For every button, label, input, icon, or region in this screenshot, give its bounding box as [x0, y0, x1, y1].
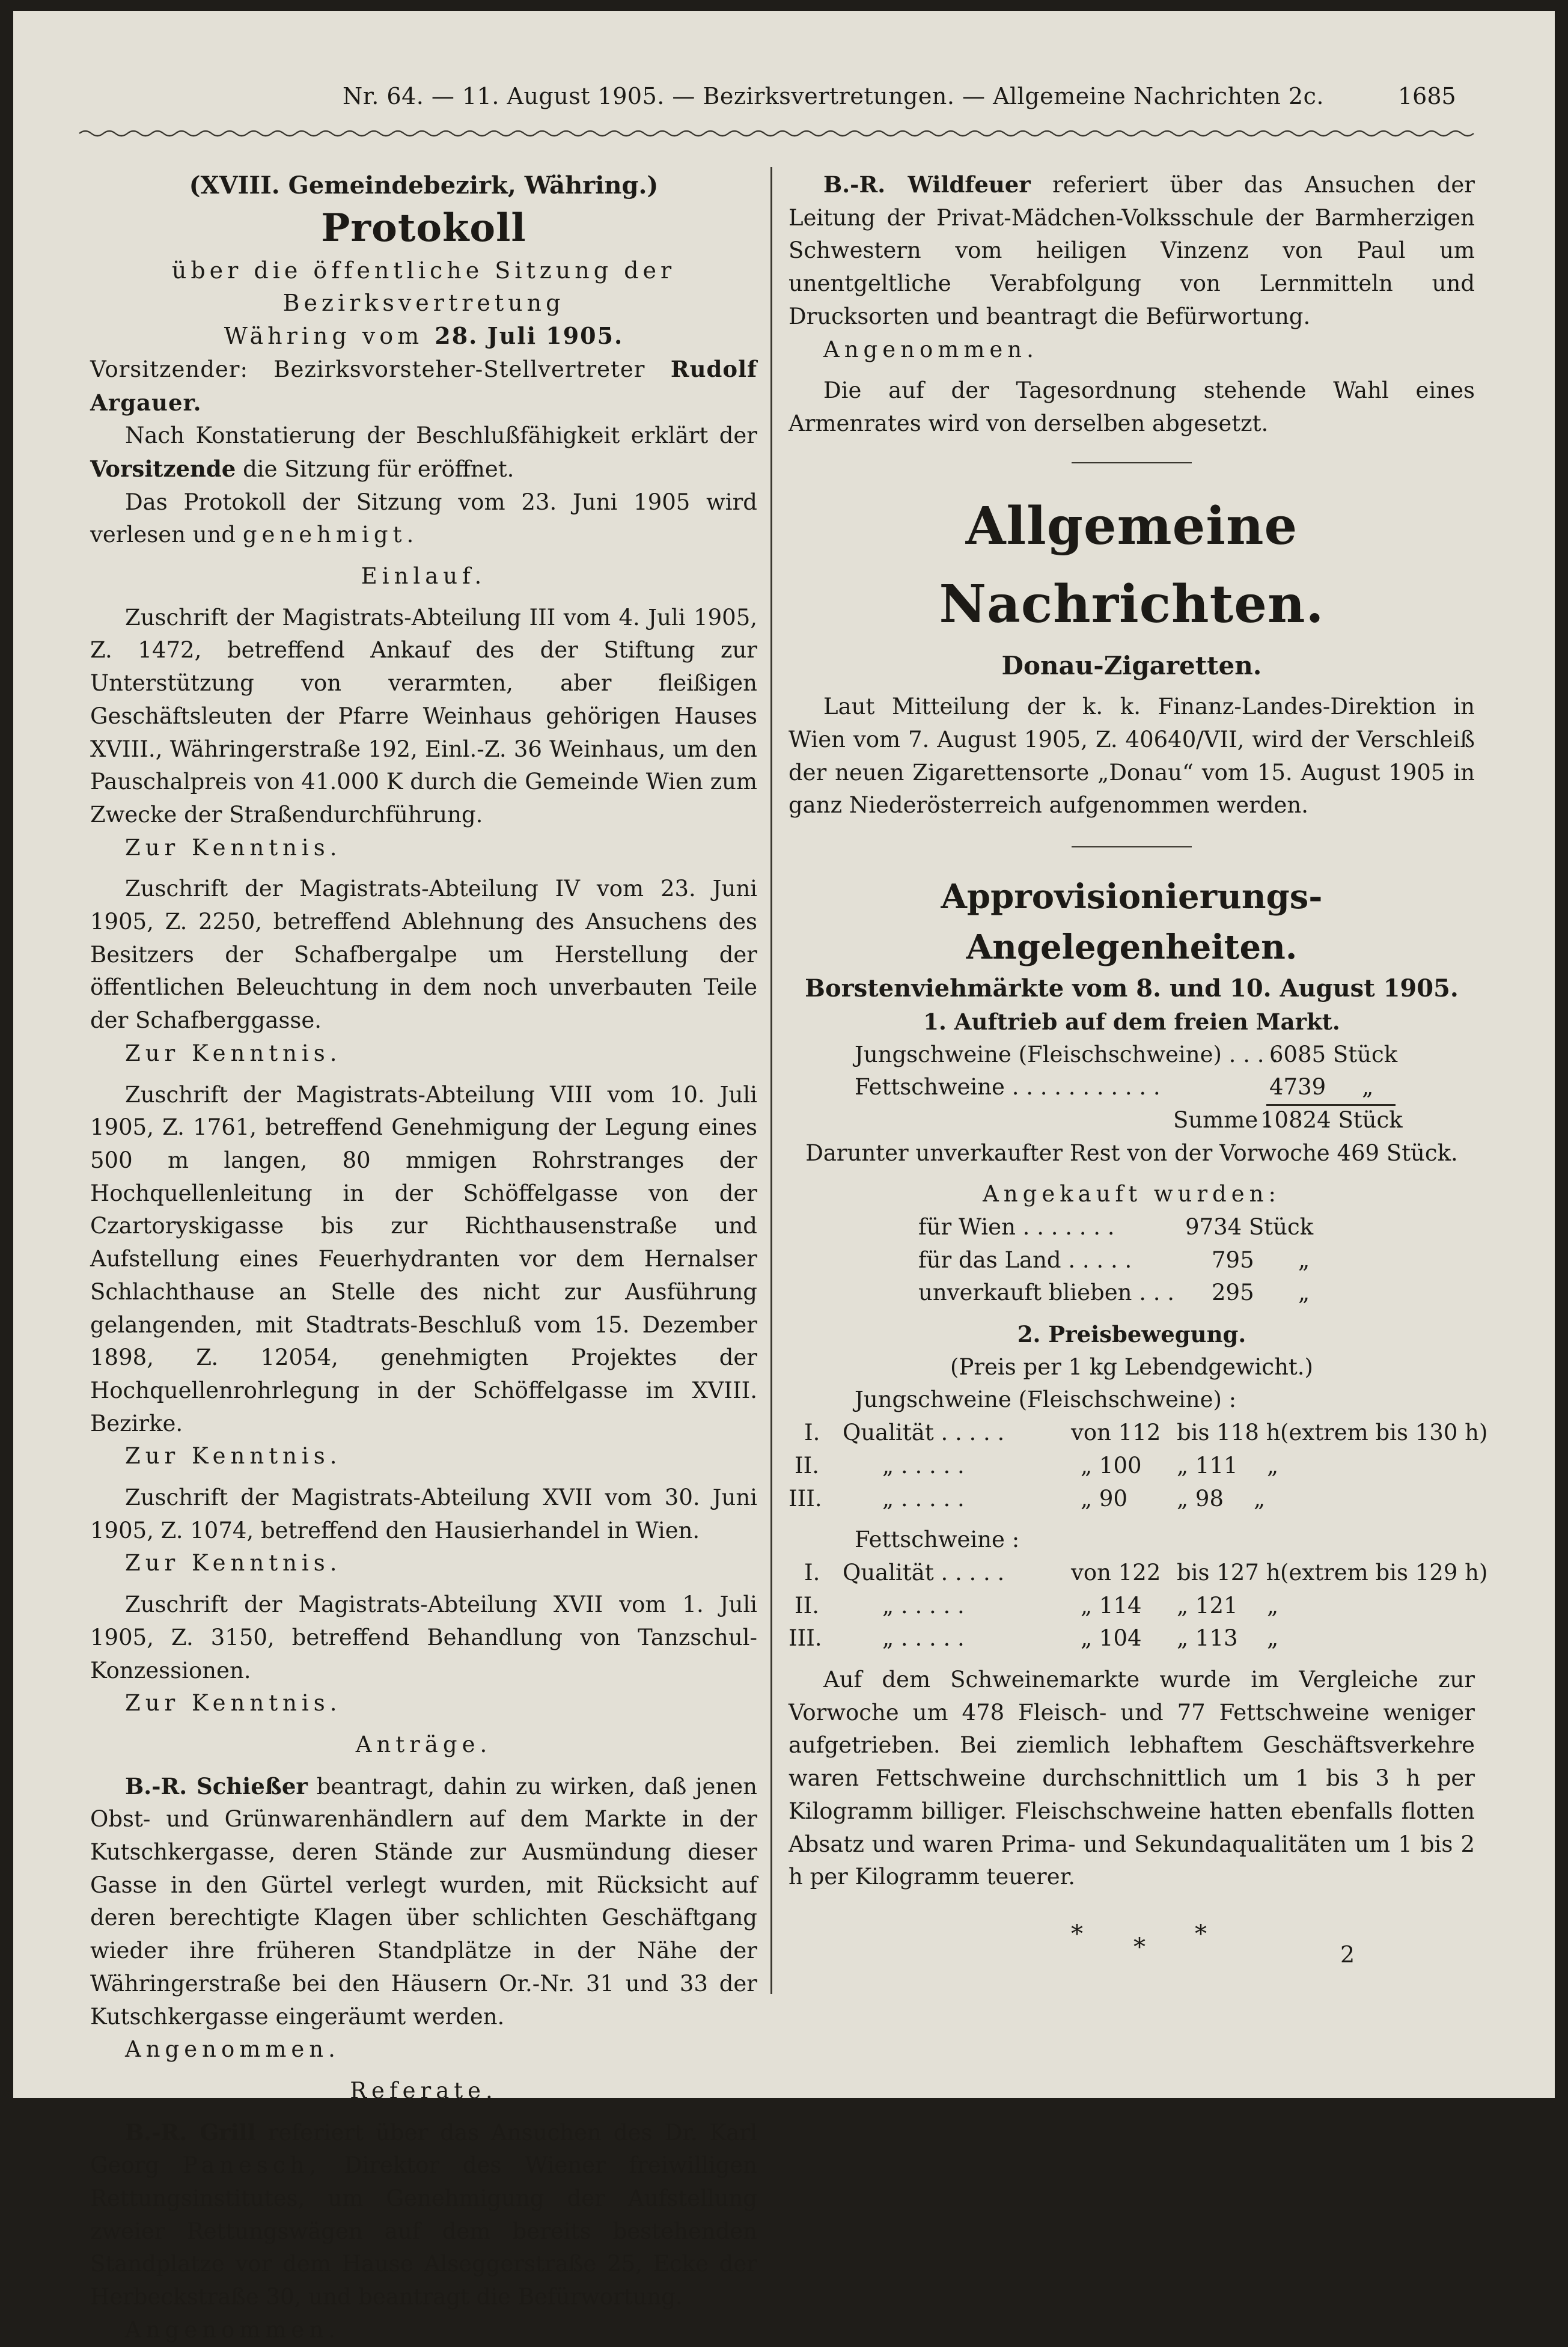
quality: Qualität . . . . . — [843, 1420, 1005, 1446]
fett-row-3 — [789, 1622, 1475, 1655]
einlauf-heading: Einlauf. — [361, 563, 487, 590]
donau-paragraph: Laut Mitteilung der k. k. Finanz-Landes-Direktion in Wien vom 7. August 1905, Z. 40640/VII, wird der Verschleiß der neuen Zigarettensorte „Donau“ vom 15. August 1905 in ganz Niederösterreich aufgenommen werden. — [789, 694, 1475, 819]
jung-row-3 — [789, 1483, 1475, 1516]
grade: II. — [795, 1452, 819, 1479]
opening-text: Nach Konstatierung der Beschlußfähigkeit erklärt der — [125, 423, 757, 449]
einlauf-item-5: Zuschrift der Magistrats-Abteilung XVII vom 1. Juli 1905, Z. 3150, betreffend Behandlung von Tanzschul-Konzessionen. — [90, 1592, 757, 1683]
angenommen-2: Angenommen. — [125, 2316, 340, 2343]
price-to: „ 98 — [1177, 1485, 1224, 1512]
quality: „ . . . . . — [882, 1485, 965, 1512]
angekauft-heading: Angekauft wurden: — [983, 1181, 1281, 1207]
antrag-1-member: B.-R. Schießer — [125, 1772, 308, 1799]
wahl-paragraph: Die auf der Tagesordnung stehende Wahl eines Armenrates wird von derselben abgesetzt. — [789, 377, 1475, 436]
chair-label: Vorsitzender: Bezirksvorsteher-Stellvertreter — [90, 356, 645, 382]
angekauft-row-3 — [789, 1277, 1475, 1310]
referat-1-text-a: referiert über das Ansuchen des Dr. Karl Georg — [90, 2119, 758, 2179]
grade: I. — [804, 1559, 820, 1586]
newspaper-page — [13, 11, 1555, 2343]
grade: II. — [795, 1592, 819, 1619]
price-to: „ 121 — [1177, 1592, 1238, 1619]
price-to: „ 113 — [1177, 1625, 1238, 1652]
protokoll-subtitle: über die öffentliche Sitzung der Bezirksvertretung — [171, 257, 676, 317]
angekauft-value: 295 — [1212, 1280, 1254, 1306]
einlauf-item-3: Zuschrift der Magistrats-Abteilung VIII vom 10. Juli 1905, Z. 1761, betreffend Genehmigung der Legung eines 500 m langen, 80 mmigen Rohrstranges der Hochquellenleitung in der Schöffelgasse von der Czartoryskigasse bis zur Richthausenstraße und Aufstellung eines Feuerhydranten vor dem Hernalser Schlachthause an Stelle des nicht zur Ausführung gelangenden, mit Stadtrats-Beschluß vom 15. Dezember 1898, Z. 12054, genehmigten Projektes der Hochquellenrohrlegung in der Schöffelgasse im XVIII. Bezirke. — [90, 1081, 757, 1436]
column-divider — [770, 167, 772, 1994]
angekauft-value: 9734 Stück — [1185, 1214, 1314, 1241]
signature-mark: 2 — [1340, 1941, 1355, 1968]
price-to: bis 127 h — [1177, 1559, 1281, 1586]
left-column — [90, 168, 757, 2347]
fett-label: Fettschweine : — [855, 1527, 1020, 1553]
asterisk: * — [1195, 1920, 1207, 1948]
right-column — [789, 168, 1488, 1961]
angekauft-row-2 — [789, 1244, 1475, 1277]
donau-heading: Donau-Zigaretten. — [1001, 650, 1262, 680]
protocol-und: und — [192, 522, 236, 548]
jung-row-2 — [789, 1450, 1475, 1483]
summe-row — [789, 1104, 1475, 1137]
price-extreme: (extrem bis 130 h) — [1280, 1420, 1488, 1446]
price-to: bis 118 h — [1177, 1420, 1281, 1446]
auftrieb-heading: 1. Auftrieb auf dem freien Markt. — [923, 1008, 1340, 1035]
price-from: „ 114 — [1081, 1592, 1142, 1619]
opening-paragraph — [90, 420, 757, 486]
auftrieb-row-1 — [789, 1039, 1475, 1072]
borstenvieh-heading: Borstenviehmärkte vom 8. und 10. August 1905. — [805, 974, 1459, 1003]
kenntnis-4: Zur Kenntnis. — [125, 1550, 342, 1576]
fett-row-2 — [789, 1590, 1475, 1623]
auftrieb-value: 4739 „ — [1266, 1071, 1396, 1106]
quality: „ . . . . . — [882, 1452, 965, 1479]
chair-title: Vorsitzende — [90, 455, 236, 482]
protocol-approved: genehmigt. — [242, 522, 419, 548]
angekauft-unit: „ — [1298, 1247, 1310, 1273]
approvisionierung-heading: Approvisionierungs-Angelegenheiten. — [941, 877, 1323, 968]
auftrieb-row-2 — [789, 1071, 1475, 1104]
grade: III. — [789, 1625, 822, 1652]
price-from: „ 104 — [1081, 1625, 1142, 1652]
antrag-1-text: beantragt, dahin zu wirken, daß jenen Obst- und Grünwarenhändlern auf dem Markte in der Kutschkergasse, deren Stände zur Ausmündung dieser Gasse in den Gürtel verlegt wurden, mit Rücksicht auf deren berechtigte Klagen über schlichten Geschäftgang wieder ihre früheren Standplätze in der Nähe der Währingerstraße bei den Häusern Or.-Nr. 31 und 33 der Kutschkergasse eingeräumt werden. — [90, 1773, 758, 2030]
section-end-asterisks — [789, 1918, 1475, 1960]
schweinemarkt-paragraph: Auf dem Schweinemarkte wurde im Vergleiche zur Vorwoche um 478 Fleisch- und 77 Fettschweine weniger aufgetrieben. Bei ziemlich lebhaftem Geschäftsverkehre waren Fettschweine durchschnittlich um 1 bis 3 h per Kilogramm billiger. Fleischschweine hatten ebenfalls flotten Absatz und waren Prima- und Sekundaqualitäten um 1 bis 2 h per Kilogramm teuerer. — [789, 1667, 1475, 1890]
referat-1-panesch: Panesch, — [182, 2152, 322, 2179]
referat-2 — [789, 168, 1475, 334]
kenntnis-1: Zur Kenntnis. — [125, 834, 342, 861]
price-from: „ 100 — [1081, 1452, 1142, 1479]
referat-2-member: B.-R. Wildfeuer — [823, 171, 1031, 198]
price-from: von 122 — [1071, 1559, 1161, 1586]
antrag-1 — [90, 1770, 757, 2034]
price-to: „ 111 — [1177, 1452, 1238, 1479]
header-wavy-rule — [79, 129, 1474, 138]
district-heading: (XVIII. Gemeindebezirk, Währing.) — [189, 171, 659, 200]
date-prefix: Währing vom — [224, 323, 424, 350]
referat-1 — [90, 2116, 757, 2314]
price-from: von 112 — [1071, 1420, 1161, 1446]
auftrieb-value: 6085 Stück — [1269, 1041, 1398, 1067]
angenommen-1: Angenommen. — [125, 2036, 340, 2063]
asterisk: * — [1071, 1920, 1083, 1948]
preisbewegung-heading: 2. Preisbewegung. — [1017, 1321, 1246, 1348]
angekauft-row-1 — [789, 1211, 1475, 1244]
quality: „ . . . . . — [882, 1592, 965, 1619]
grade: I. — [804, 1420, 820, 1446]
angekauft-label: für Wien . . . . . . . — [918, 1214, 1115, 1241]
asterisk: * — [1133, 1933, 1145, 1961]
allgemeine-nachrichten-heading: Allgemeine Nachrichten. — [939, 495, 1325, 635]
referat-1-member: B.-R. Grill — [125, 2119, 256, 2146]
fett-row-1 — [789, 1557, 1488, 1590]
referat-1-text-b: Direktor des Wiener freiwilligen Rettungsinstitutes, um Genehmigung der Aufstellung zweier Rettungswägen auf dem bereits bestehenden Standplatze vor dem Hause Alseggerstraße 25, Ecke der Herbeckstraße 30, und beantragt die Befürwortung. — [90, 2152, 757, 2310]
protokoll-date-line — [90, 320, 757, 353]
kenntnis-2: Zur Kenntnis. — [125, 1040, 342, 1066]
angekauft-unit: „ — [1298, 1280, 1310, 1306]
price-mark: „ — [1254, 1485, 1266, 1512]
quality: „ . . . . . — [882, 1625, 965, 1652]
angekauft-value: 795 — [1212, 1247, 1254, 1273]
page-number: 1685 — [1398, 83, 1456, 109]
price-extreme: (extrem bis 129 h) — [1280, 1559, 1488, 1586]
chair-name: Rudolf Argauer. — [90, 355, 757, 416]
price-mark: „ — [1267, 1592, 1279, 1619]
jung-row-1 — [789, 1417, 1488, 1450]
rest-line: Darunter unverkaufter Rest von der Vorwoche 469 Stück. — [805, 1140, 1458, 1166]
einlauf-item-4: Zuschrift der Magistrats-Abteilung XVII vom 30. Juni 1905, Z. 1074, betreffend den Hausierhandel in Wien. — [90, 1485, 757, 1543]
price-mark: „ — [1267, 1625, 1279, 1652]
protocol-text: Das Protokoll der Sitzung vom 23. Juni 1905 wird verlesen — [90, 489, 757, 548]
price-from: „ 90 — [1081, 1485, 1128, 1512]
grade: III. — [789, 1485, 822, 1512]
summe-label: Summe . — [1173, 1106, 1272, 1133]
angekauft-label: unverkauft blieben . . . — [918, 1280, 1175, 1306]
preisbewegung-subheading: (Preis per 1 kg Lebendgewicht.) — [950, 1354, 1313, 1380]
kenntnis-3: Zur Kenntnis. — [125, 1443, 342, 1470]
antraege-heading: Anträge. — [355, 1731, 492, 1757]
auftrieb-label: Jungschweine (Fleischschweine) . . . . — [855, 1041, 1279, 1067]
session-date: 28. Juli 1905. — [435, 322, 624, 350]
kenntnis-5: Zur Kenntnis. — [125, 1690, 342, 1717]
summe-value: 10824 Stück — [1260, 1106, 1403, 1133]
einlauf-item-2: Zuschrift der Magistrats-Abteilung IV vom 23. Juni 1905, Z. 2250, betreffend Ablehnung des Ansuchens des Besitzers der Schafbergalpe um Herstellung der öffentlichen Beleuchtung in dem noch unverbauten Teile der Schafberggasse. — [90, 876, 757, 1034]
jung-label: Jungschweine (Fleischschweine) : — [855, 1387, 1237, 1413]
quality: Qualität . . . . . — [843, 1559, 1005, 1586]
chair-line — [90, 353, 757, 420]
referate-heading: Referate. — [350, 2077, 498, 2104]
auftrieb-label: Fettschweine . . . . . . . . . . . — [855, 1074, 1161, 1100]
price-mark: „ — [1267, 1452, 1279, 1479]
protocol-paragraph — [90, 486, 757, 552]
opening-text-2: die Sitzung für eröffnet. — [243, 456, 514, 482]
protokoll-title: Protokoll — [321, 205, 526, 251]
einlauf-item-1: Zuschrift der Magistrats-Abteilung III vom 4. Juli 1905, Z. 1472, betreffend Ankauf des der Stiftung zur Unterstützung von verarmten, aber fleißigen Geschäftsleuten der Pfarre Weinhaus gehörigen Hauses XVIII., Währingerstraße 192, Einl.-Z. 36 Weinhaus, um den Pauschalpreis von 41.000 K durch die Gemeinde Wien zum Zwecke der Straßendurchführung. — [90, 604, 757, 828]
running-header: Nr. 64. — 11. August 1905. — Bezirksvertretungen. — Allgemeine Nachrichten 2c. — [343, 83, 1324, 109]
angekauft-label: für das Land . . . . . — [918, 1247, 1132, 1273]
angenommen-3: Angenommen. — [823, 336, 1039, 362]
referat-2-text: referiert über das Ansuchen der Leitung der Privat-Mädchen-Volksschule der Barmherzigen Schwestern vom heiligen Vinzenz von Paul um unentgeltliche Verabfolgung von Lernmitteln und Drucksorten und beantragt die Befürwortung. — [789, 172, 1475, 329]
